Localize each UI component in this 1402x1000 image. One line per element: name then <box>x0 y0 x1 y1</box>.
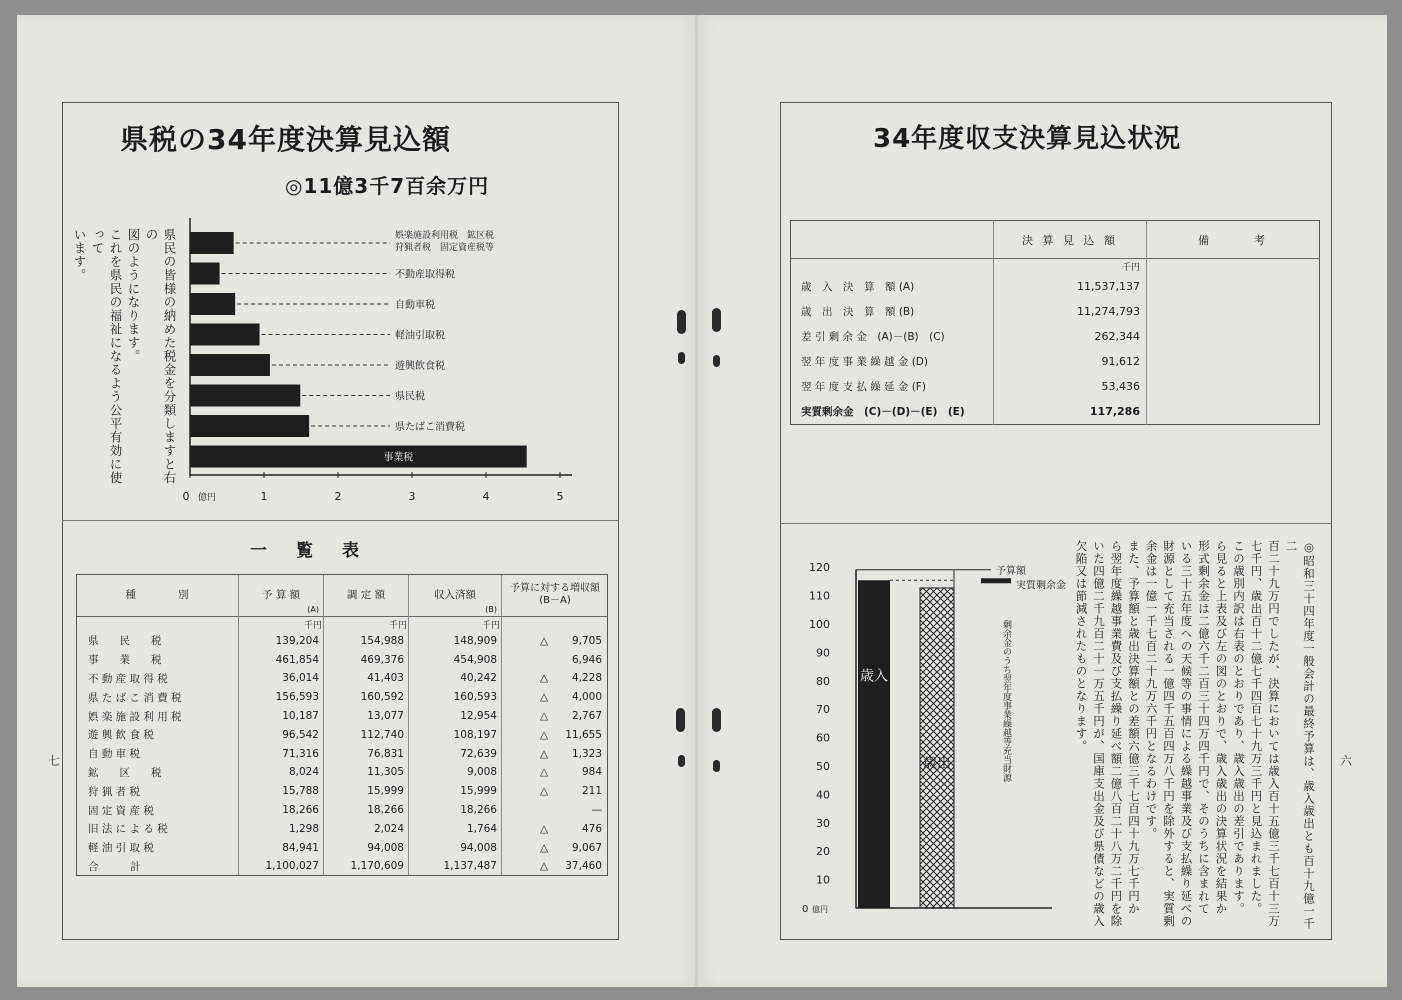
body-line: ら見ると上表及び左の図のとおりで、歳入歳出の決算状況を結果か <box>1214 540 1229 915</box>
amount-value: 91,612 <box>994 349 1147 374</box>
bar <box>190 232 234 254</box>
unit-cell <box>76 616 239 632</box>
value-cell: 454,908 <box>409 650 502 669</box>
table-row <box>76 707 608 726</box>
remarks-cell <box>1147 399 1320 424</box>
bar <box>190 263 220 285</box>
table-row <box>76 669 608 688</box>
binding-hole <box>713 355 720 367</box>
bar-label: 遊興飲食税 <box>395 361 445 372</box>
item-label: 歳 入 決 算 額 (A) <box>791 274 994 299</box>
remarks-cell <box>1147 274 1320 299</box>
col-header-remarks: 備 考 <box>1198 233 1268 247</box>
col-header-increase: 予算に対する増収額 (B－A) <box>510 582 600 606</box>
intro-line: これを県民の福祉になるよう公平有効に使って <box>90 228 123 485</box>
y-tick-label: 110 <box>809 589 830 603</box>
balance-bar-chart <box>790 560 1070 920</box>
y-tick-label: 10 <box>816 873 830 887</box>
table-row <box>76 819 608 838</box>
tax-type: 合 計 <box>76 857 239 876</box>
remarks-cell <box>1147 349 1320 374</box>
table-row <box>76 725 608 744</box>
x-tick-label: 1 <box>260 490 268 503</box>
x-tick-label: 2 <box>334 490 342 503</box>
bar-label: 歳入 <box>860 668 888 685</box>
bar-label: 狩猟者税 固定資産税等 <box>395 243 495 253</box>
value-cell: 76,831 <box>324 744 409 763</box>
col-header-type: 種 別 <box>76 574 239 616</box>
bar-label: 娯楽施設利用税 鉱区税 <box>395 231 495 241</box>
value-cell: 1,298 <box>239 819 324 838</box>
value-cell: 154,988 <box>324 632 409 651</box>
value-cell: 40,242 <box>409 669 502 688</box>
value-cell: 15,999 <box>409 782 502 801</box>
value-cell: 15,788 <box>239 782 324 801</box>
increase-value: 984 <box>581 766 602 779</box>
value-cell: 1,170,609 <box>324 857 409 876</box>
item-label: 翌 年 度 事 業 繰 越 金 (D) <box>791 349 994 374</box>
increase-value: 11,655 <box>565 728 602 741</box>
delta-mark: △ <box>540 691 549 704</box>
body-line: いる三十五年度への天候等の事情による繰越事業及び支払繰り延べの <box>1179 540 1194 928</box>
value-cell: 41,403 <box>324 669 409 688</box>
page-number: 六 <box>1340 754 1353 768</box>
increase-value: 4,000 <box>571 691 602 704</box>
value-cell: 9,008 <box>409 763 502 782</box>
bar <box>190 354 270 376</box>
intro-line: います。 <box>72 228 87 282</box>
value-cell: 139,204 <box>239 632 324 651</box>
body-line: 余金は一億一千七百二十九万六千円となるわけです。 <box>1144 540 1159 840</box>
value-cell: 1,100,027 <box>239 857 324 876</box>
x-tick-label: 0 <box>182 490 190 503</box>
tax-type: 県 民 税 <box>76 632 239 651</box>
summary-table <box>790 220 1320 425</box>
value-cell: 1,764 <box>409 819 502 838</box>
value-cell: 13,077 <box>324 707 409 726</box>
value-cell: 160,592 <box>324 688 409 707</box>
increase-cell <box>502 650 609 669</box>
tax-type: 軽 油 引 取 税 <box>76 838 239 857</box>
table-row <box>791 374 1320 399</box>
remarks-cell <box>1147 324 1320 349</box>
unit-cell: 千円 <box>409 616 502 632</box>
body-line: 欠陥又は節減されたものとなります。 <box>1074 540 1089 753</box>
section-divider <box>62 520 619 521</box>
surplus-mark <box>981 578 1011 583</box>
value-cell: 71,316 <box>239 744 324 763</box>
increase-cell <box>502 838 609 857</box>
unit-cell: 千円 <box>239 616 324 632</box>
binding-hole <box>713 760 720 772</box>
value-cell: 461,854 <box>239 650 324 669</box>
tax-type: 娯 楽 施 設 利 用 税 <box>76 707 239 726</box>
x-tick-label: 3 <box>408 490 416 503</box>
item-label: 実質剰余金 (C)－(D)－(E) (E) <box>791 399 994 424</box>
unit-cell <box>502 616 609 632</box>
col-header-budget: 予 算 額 (A) <box>239 574 324 616</box>
bar-label: 不動産取得税 <box>395 269 455 281</box>
item-label: 翌 年 度 支 払 繰 延 金 (F) <box>791 374 994 399</box>
bar-revenue <box>858 580 890 908</box>
increase-value: 2,767 <box>571 710 602 723</box>
delta-mark: △ <box>540 634 549 647</box>
item-label: 差 引 剰 余 金 (A)－(B) (C) <box>791 324 994 349</box>
value-cell: 160,593 <box>409 688 502 707</box>
page-subtitle: ◎11億3千7百余万円 <box>285 174 490 198</box>
increase-cell <box>502 857 609 876</box>
binding-hole <box>678 755 685 767</box>
increase-cell <box>502 801 609 820</box>
annotation: 剰余金のうち翌年度事業繰越等充当財源 <box>1001 620 1011 783</box>
table-title: 一 覧 表 <box>250 541 365 561</box>
value-cell: 72,639 <box>409 744 502 763</box>
value-cell: 96,542 <box>239 725 324 744</box>
section-divider <box>780 523 1332 524</box>
table-row <box>76 763 608 782</box>
tax-type: 遊 興 飲 食 税 <box>76 725 239 744</box>
y-tick-label: 70 <box>816 703 830 717</box>
delta-mark: △ <box>540 841 549 854</box>
value-cell: 8,024 <box>239 763 324 782</box>
tax-table <box>76 574 608 876</box>
increase-value: 1,323 <box>571 747 602 760</box>
value-cell: 18,266 <box>409 801 502 820</box>
intro-line: 図のようになります。 <box>126 228 141 363</box>
spine <box>695 15 698 987</box>
value-cell: 112,740 <box>324 725 409 744</box>
amount-value: 11,537,137 <box>994 274 1147 299</box>
y-tick-label: 50 <box>816 760 830 773</box>
intro-line: 県民の皆様の納めた税金を分類しますと右の <box>144 228 177 485</box>
x-unit-label: 億円 <box>198 493 217 503</box>
value-cell: 94,008 <box>324 838 409 857</box>
table-row <box>76 650 608 669</box>
x-tick-label: 4 <box>482 490 490 503</box>
body-line: 財源として充当される一億四千五百四万八千円を除外すると、実質剰 <box>1162 540 1176 928</box>
unit-cell <box>1147 259 1320 275</box>
table-row <box>791 399 1320 424</box>
table-row <box>76 801 608 820</box>
increase-cell <box>502 632 609 651</box>
x-tick-label: 5 <box>556 490 564 503</box>
page-number: 七 <box>48 754 61 768</box>
bar-label: 軽油引取税 <box>395 330 445 342</box>
table-row <box>791 324 1320 349</box>
body-line: 百二十九万円でしたが、決算においては歳入百十五億三千七百十三万 <box>1267 540 1281 928</box>
binding-hole <box>677 310 686 334</box>
delta-mark: △ <box>540 822 549 835</box>
bar <box>190 324 260 346</box>
delta-mark: △ <box>540 785 549 798</box>
table-row <box>791 349 1320 374</box>
tax-type: 県 た ば こ 消 費 税 <box>76 688 239 707</box>
bar-label: 県民税 <box>395 391 425 403</box>
item-label: 歳 出 決 算 額 (B) <box>791 299 994 324</box>
increase-value: 9,067 <box>571 841 602 854</box>
col-header-assessed: 調 定 額 <box>324 574 409 616</box>
delta-mark: △ <box>540 860 549 873</box>
tax-type: 事 業 税 <box>76 650 239 669</box>
tax-type: 旧 法 に よ る 税 <box>76 819 239 838</box>
increase-value: — <box>591 804 602 817</box>
body-line: ら翌年度繰越事業費及び支払繰り延べ額二億八百二十八万二千円を除 <box>1109 540 1124 928</box>
value-cell: 2,024 <box>324 819 409 838</box>
value-cell: 156,593 <box>239 688 324 707</box>
table-row <box>76 838 608 857</box>
y-tick-label: 0 <box>802 904 809 915</box>
value-cell: 11,305 <box>324 763 409 782</box>
y-tick-label: 100 <box>809 618 830 631</box>
table-row <box>791 274 1320 299</box>
value-cell: 84,941 <box>239 838 324 857</box>
y-unit-label: 億円 <box>812 905 828 914</box>
increase-value: 6,946 <box>571 653 602 666</box>
delta-mark: △ <box>540 710 549 723</box>
bar <box>190 293 235 315</box>
value-cell: 15,999 <box>324 782 409 801</box>
y-tick-label: 120 <box>809 561 830 575</box>
y-tick-label: 80 <box>816 674 830 688</box>
amount-value: 53,436 <box>994 374 1147 399</box>
amount-value: 11,274,793 <box>994 299 1147 324</box>
unit-cell: 千円 <box>324 616 409 632</box>
y-tick-label: 30 <box>816 816 830 830</box>
increase-cell <box>502 707 609 726</box>
amount-value: 117,286 <box>994 399 1147 424</box>
increase-cell <box>502 763 609 782</box>
delta-mark: △ <box>540 747 549 760</box>
y-tick-label: 20 <box>816 845 830 859</box>
tax-type: 自 動 車 税 <box>76 744 239 763</box>
increase-cell <box>502 725 609 744</box>
bar-label: 事業税 <box>383 452 414 464</box>
value-cell: 36,014 <box>239 669 324 688</box>
binding-hole <box>712 308 721 332</box>
body-line: いた四億二千九百二十一万五千円が、国庫支出金及び県債などの歳入 <box>1092 540 1106 928</box>
binding-hole <box>678 352 685 364</box>
delta-mark: △ <box>540 672 549 685</box>
table-row <box>76 782 608 801</box>
y-tick-label: 60 <box>816 731 830 745</box>
table-row <box>76 744 608 763</box>
tax-type: 鉱 区 税 <box>76 763 239 782</box>
tax-type: 不 動 産 取 得 税 <box>76 669 239 688</box>
increase-value: 4,228 <box>571 672 602 685</box>
value-cell: 94,008 <box>409 838 502 857</box>
amount-value: 262,344 <box>994 324 1147 349</box>
increase-value: 9,705 <box>571 634 602 647</box>
tax-type: 狩 猟 者 税 <box>76 782 239 801</box>
increase-cell <box>502 744 609 763</box>
col-header-item <box>791 221 994 259</box>
value-cell: 1,137,487 <box>409 857 502 876</box>
binding-hole <box>676 708 685 732</box>
table-row <box>791 299 1320 324</box>
binding-hole <box>712 708 721 732</box>
bar-label: 歳出 <box>923 755 951 772</box>
page-title: 県税の34年度決算見込額 <box>120 123 451 156</box>
y-tick-label: 40 <box>816 788 830 802</box>
delta-mark: △ <box>540 766 549 779</box>
col-header-amount: 決 算 見 込 額 <box>994 221 1147 259</box>
bar-label: 県たばこ消費税 <box>395 422 465 433</box>
unit-cell <box>791 259 994 275</box>
annotation: 予算額 <box>996 565 1026 577</box>
increase-value: 476 <box>581 822 602 835</box>
col-header-collected: 収入済額 (B) <box>409 574 502 616</box>
page-title: 34年度収支決算見込状況 <box>873 124 1182 154</box>
bar <box>190 415 309 437</box>
bar-label: 自動車税 <box>395 300 435 311</box>
value-cell: 18,266 <box>239 801 324 820</box>
value-cell: 10,187 <box>239 707 324 726</box>
increase-cell <box>502 688 609 707</box>
remarks-cell <box>1147 374 1320 399</box>
bar <box>190 446 527 468</box>
delta-mark: △ <box>540 728 549 741</box>
value-cell: 18,266 <box>324 801 409 820</box>
body-line: 形式剰余金は二億六千二百三十四万四千円で、そのうちに含まれて <box>1197 540 1211 915</box>
increase-cell <box>502 669 609 688</box>
annotation: 実質剰余金 <box>1016 580 1066 592</box>
table-row <box>76 688 608 707</box>
tax-bar-chart <box>150 210 590 510</box>
body-line: 七千円、歳出百十二億七千四百七十九万三千円と見込まれました。 <box>1249 540 1264 915</box>
tax-type: 固 定 資 産 税 <box>76 801 239 820</box>
unit-cell: 千円 <box>994 259 1147 275</box>
increase-value: 211 <box>581 785 602 798</box>
bar <box>190 385 300 407</box>
increase-cell <box>502 782 609 801</box>
body-line: この歳別内訳は右表のとおりであり、歳入歳出の差引であります。 <box>1232 540 1246 915</box>
table-row <box>76 857 608 876</box>
value-cell: 148,909 <box>409 632 502 651</box>
value-cell: 108,197 <box>409 725 502 744</box>
body-text <box>1072 540 1317 930</box>
body-line: ◎昭和三十四年度一般会計の最終予算は、歳入歳出とも百十九億一千二 <box>1284 540 1316 930</box>
value-cell: 12,954 <box>409 707 502 726</box>
body-line: また、予算額と歳出決算額との差額六億三千七百四十九万七千円か <box>1127 540 1141 915</box>
remarks-cell <box>1147 299 1320 324</box>
bar-expenditure <box>920 588 954 908</box>
table-row <box>76 632 608 651</box>
value-cell: 469,376 <box>324 650 409 669</box>
y-tick-label: 90 <box>816 646 830 660</box>
increase-cell <box>502 819 609 838</box>
increase-value: 37,460 <box>565 860 602 873</box>
